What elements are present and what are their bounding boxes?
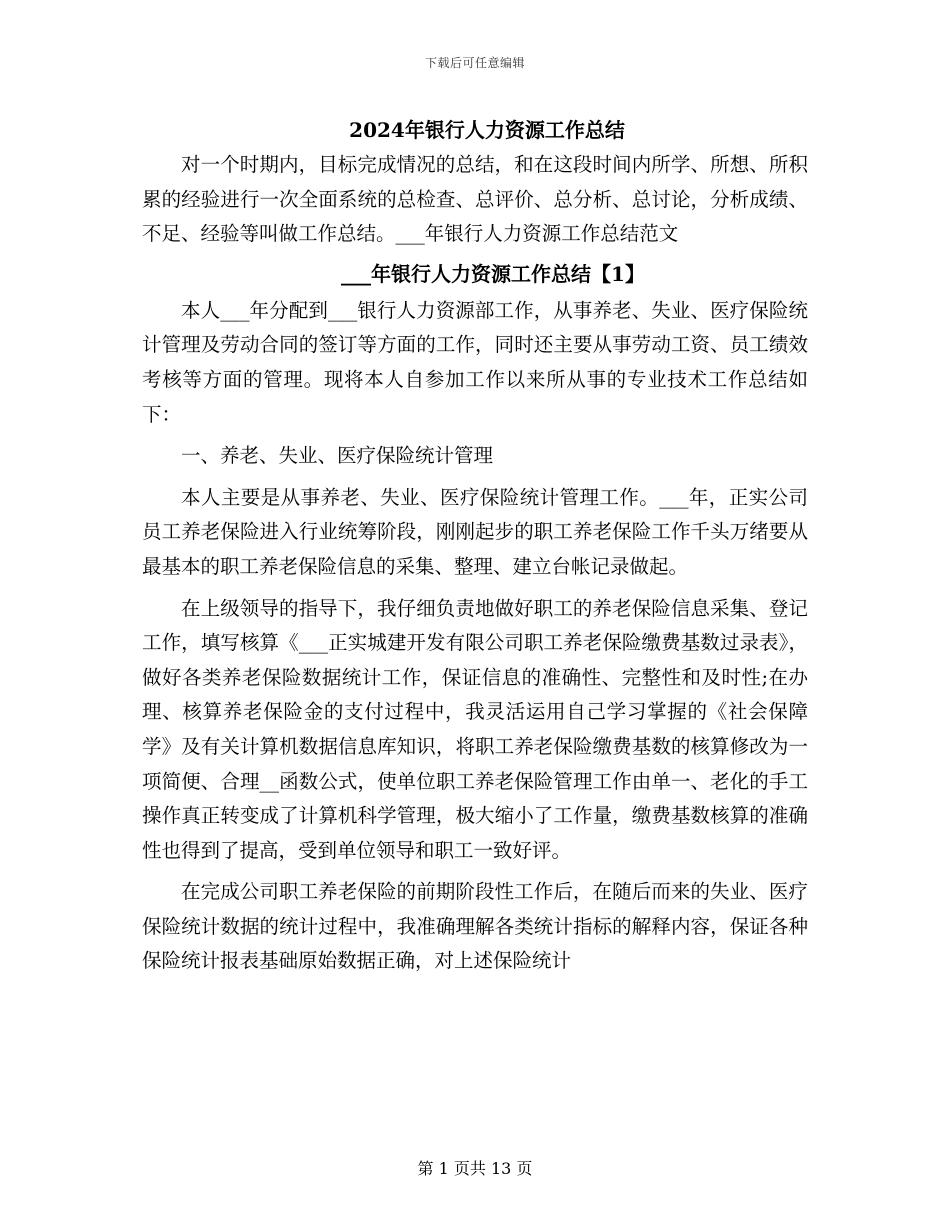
body-paragraph: 在完成公司职工养老保险的前期阶段性工作后，在随后而来的失业、医疗保险统计数据的统计过程中，我准确理解各类统计指标的解释内容，保证各种保险统计报表基础原始数据正确，对上述保险统计: [142, 880, 808, 973]
section-title: ___年银行人力资源工作总结【1】: [341, 261, 645, 286]
body-paragraph: 本人主要是从事养老、失业、医疗保险统计管理工作。___年，正实公司员工养老保险进入行业统筹阶段，刚刚起步的职工养老保险工作千头万绪要从最基本的职工养老保险信息的采集、整理、建立台帐记录做起。: [142, 485, 808, 578]
body-paragraph: 在上级领导的指导下，我仔细负责地做好职工的养老保险信息采集、登记工作，填写核算《___正实城建开发有限公司职工养老保险缴费基数过录表》，做好各类养老保险数据统计工作，保证信息的准确性、完整性和及时性;在办理、核算养老保险金的支付过程中，我灵活运用自己学习掌握的《社会保障学》及有关计算机数据信息库知识，将职工养老保险缴费基数的核算修改为一项简便、合理__函数公式，使单位职工养老保险管理工作由单一、老化的手工操作真正转变成了计算机科学管理，极大缩小了工作量，缴费基数核算的准确性也得到了提高，受到单位领导和职工一致好评。: [142, 596, 808, 862]
header-note: 下载后可任意编辑: [424, 56, 525, 70]
section-heading: 一、养老、失业、医疗保险统计管理: [181, 444, 494, 468]
body-paragraph: 本人___年分配到___银行人力资源部工作，从事养老、失业、医疗保险统计管理及劳动合同的签订等方面的工作，同时还主要从事劳动工资、员工绩效考核等方面的管理。现将本人自参加工作以来所从事的专业技术工作总结如下：: [142, 298, 808, 426]
page-footer: 第 1 页共 13 页: [417, 1159, 533, 1178]
document-body: [142, 112, 808, 979]
intro-paragraph: 对一个时期内，目标完成情况的总结，和在这段时间内所学、所想、所积累的经验进行一次全面系统的总检查、总评价、总分析、总讨论，分析成绩、不足、经验等叫做工作总结。___年银行人力资源工作总结范文: [142, 153, 808, 246]
document-title: 2024年银行人力资源工作总结: [349, 118, 625, 142]
